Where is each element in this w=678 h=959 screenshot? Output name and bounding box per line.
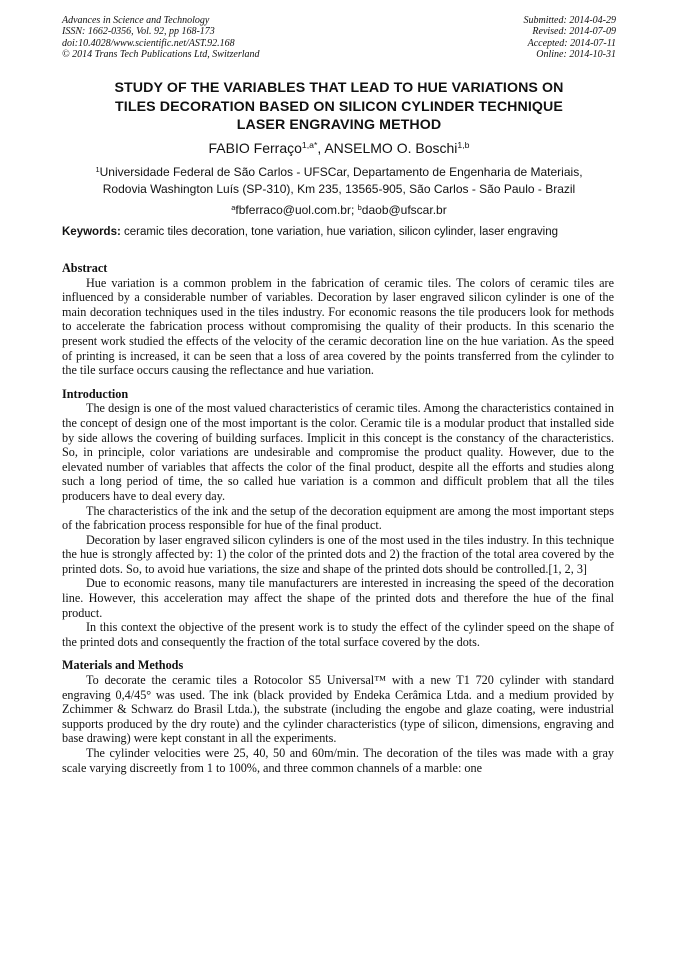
accepted-date: Accepted: 2014-07-11 bbox=[527, 37, 616, 49]
email-a[interactable]: fbferraco@uol.com.br; bbox=[235, 203, 358, 217]
keywords bbox=[62, 225, 622, 240]
online-date: Online: 2014-10-31 bbox=[536, 49, 616, 61]
introduction-paragraph-5: In this context the objective of the present work is to study the effect of the cylinder speed on the shape of the printed dots and consequently the fraction of the total surface covered by the dots. bbox=[62, 620, 614, 649]
journal-name: Advances in Science and Technology bbox=[62, 15, 210, 26]
author-1-affiliation-mark: 1,a* bbox=[301, 140, 318, 151]
author-separator: , bbox=[317, 140, 325, 156]
introduction-heading: Introduction bbox=[62, 386, 129, 401]
title-line-3: LASER ENGRAVING METHOD bbox=[236, 117, 442, 133]
author-1: FABIO Ferraço bbox=[208, 140, 302, 156]
keywords-label: Keywords: bbox=[62, 226, 121, 238]
author-2: ANSELMO O. Boschi bbox=[324, 140, 458, 156]
affiliation bbox=[62, 164, 616, 198]
copyright: © 2014 Trans Tech Publications Ltd, Switzerland bbox=[62, 49, 260, 61]
methods-paragraph-2: The cylinder velocities were 25, 40, 50 and 60m/min. The decoration of the tiles was made with a gray scale varying discreetly from 1 to 100%, and three common channels of a marble: one bbox=[62, 746, 614, 775]
introduction-paragraph-3: Decoration by laser engraved silicon cylinders is one of the most used in the tiles industry. In this technique the hue is strongly affected by: 1) the color of the printed dots and 2) the fraction of the total area covered by the printed dots. So, to avoid hue variations, the size and shape of the printed dots should be controlled.[1, 2, 3] bbox=[62, 532, 614, 576]
affiliation-line-2: Rodovia Washington Luís (SP-310), Km 235, 13565-905, São Carlos - São Paulo - Brazil bbox=[102, 182, 576, 196]
email-b[interactable]: daob@ufscar.br bbox=[361, 203, 447, 217]
introduction-paragraph-4: Due to economic reasons, many tile manufacturers are interested in increasing the speed of the decoration line. However, this acceleration may affect the shape of the printed dots and therefore the hue of the final product. bbox=[62, 576, 614, 620]
affiliation-mark: 1 bbox=[95, 164, 100, 174]
submitted-date: Submitted: 2014-04-29 bbox=[523, 15, 616, 26]
email-a-mark: a bbox=[231, 202, 236, 212]
revised-date: Revised: 2014-07-09 bbox=[532, 26, 616, 38]
affiliation-line-1: Universidade Federal de São Carlos - UFSCar, Departamento de Engenharia de Materiais, bbox=[99, 165, 583, 179]
issn: ISSN: 1662-0356, Vol. 92, pp 168-173 bbox=[62, 26, 215, 38]
keywords-text: ceramic tiles decoration, tone variation, hue variation, silicon cylinder, laser engraving bbox=[120, 226, 559, 238]
journal-info bbox=[62, 15, 260, 61]
methods-heading: Materials and Methods bbox=[62, 658, 184, 673]
author-2-affiliation-mark: 1,b bbox=[457, 140, 470, 151]
introduction-paragraph-1: The design is one of the most valued characteristics of ceramic tiles. Among the characteristics contained in the concept of design one of the most important is the color. Ceramic tile is a modular product that installed side by side allows the covering of building surfaces. Implicit in this concept is the constancy of the characteristics. So, in principle, color variations are undesirable and compromise the product quality. However, due to the elevated number of variables that affects the color of the final product, despite all the efforts and studies along such a long period of time, the so called hue variation is a common and difficult problem that all the tiles producers have to deal every day. bbox=[62, 401, 614, 503]
abstract-heading: Abstract bbox=[62, 261, 108, 275]
author-emails bbox=[62, 202, 616, 218]
methods-paragraph-1: To decorate the ceramic tiles a Rotocolor S5 Universal™ with a new T1 720 cylinder with standard engraving 0,4/45° was used. The ink (black provided by Endeka Cerâmica Ltda. and a medium provided by Zchimmer & Schwarz do Brasil Ltda.), the substrate (including the engobe and glaze coating, were industrial supports produced by the dry route) and the cylinder characteristics (type of silicon, dimensions, engraving and base drawing) were kept constant in all the experiments. bbox=[62, 673, 614, 746]
author-list bbox=[62, 139, 616, 157]
title-line-1: STUDY OF THE VARIABLES THAT LEAD TO HUE VARIATIONS ON bbox=[114, 80, 564, 96]
paper-body bbox=[62, 261, 614, 775]
email-b-mark: b bbox=[357, 202, 362, 212]
publication-dates bbox=[524, 15, 617, 61]
abstract-paragraph: Hue variation is a common problem in the fabrication of ceramic tiles. The colors of ceramic tiles are influenced by a considerable number of variables. Decoration by laser engraved silicon cylinder is one of the main decoration techniques used in the tiles industry. For economic reasons the tile producers look for methods to accelerate the fabrication process without compromising the quality of their products. In this scenario the present work studied the effects of the velocity of the ceramic decoration line on the hue variation. As the speed of printing is increased, it can be seen that a loss of area covered by the points transferred from the cylinder to the tile surface occurs causing the reflectance and hue variation. bbox=[62, 275, 614, 378]
doi: doi:10.4028/www.scientific.net/AST.92.168 bbox=[62, 37, 235, 49]
paper-title bbox=[62, 79, 616, 135]
title-line-2: TILES DECORATION BASED ON SILICON CYLINDER TECHNIQUE bbox=[115, 98, 563, 115]
introduction-paragraph-2: The characteristics of the ink and the setup of the decoration equipment are among the most important steps of the fabrication process responsible for hue of the final product. bbox=[62, 503, 614, 533]
